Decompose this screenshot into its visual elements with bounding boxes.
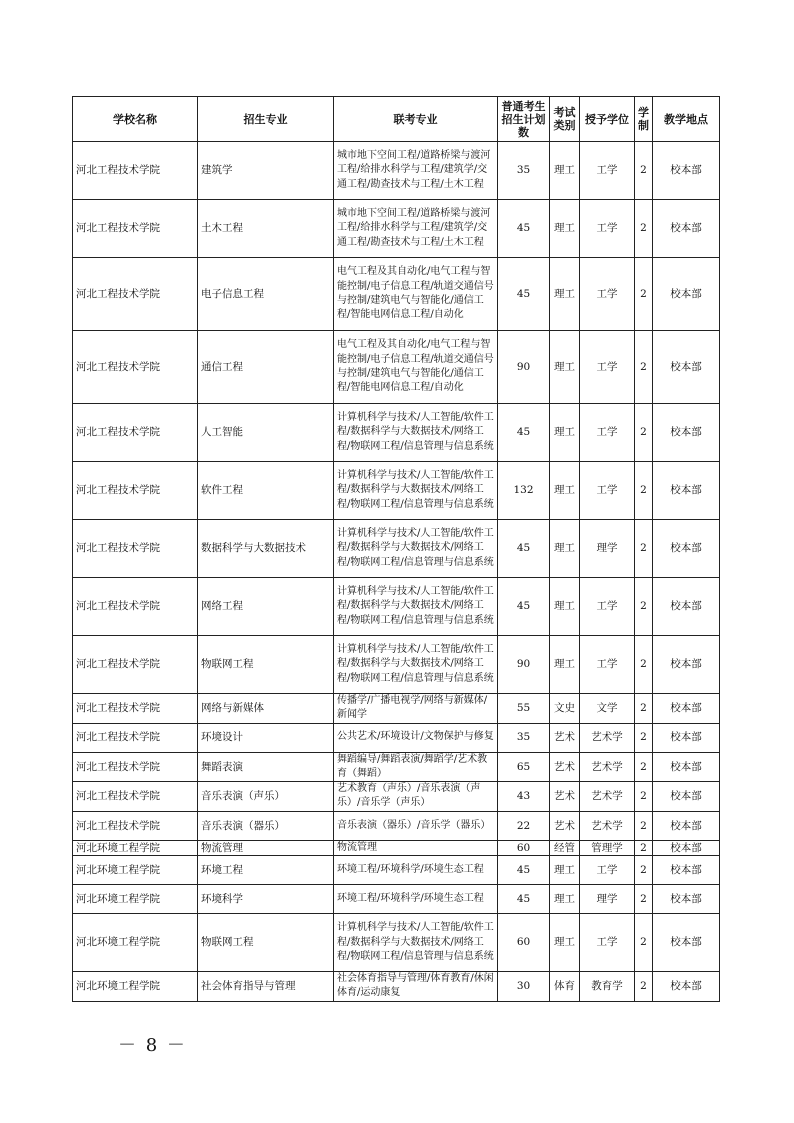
cell-related-majors: 计算机科学与技术/人工智能/软件工程/数据科学与大数据技术/网络工程/物联网工程/信息管理与信息系统 <box>334 914 498 972</box>
cell-degree: 工学 <box>580 258 635 331</box>
cell-degree: 工学 <box>580 914 635 972</box>
cell-degree: 艺术学 <box>580 811 635 840</box>
cell-enrollment-plan: 45 <box>498 856 550 885</box>
cell-degree: 工学 <box>580 200 635 258</box>
table-header-row <box>73 97 720 142</box>
cell-location: 校本部 <box>653 972 720 1002</box>
cell-location: 校本部 <box>653 404 720 462</box>
cell-years: 2 <box>635 404 653 462</box>
cell-major: 通信工程 <box>198 331 334 404</box>
cell-degree: 工学 <box>580 331 635 404</box>
cell-years: 2 <box>635 811 653 840</box>
header-years: 学制 <box>635 97 653 142</box>
cell-school: 河北工程技术学院 <box>73 723 198 752</box>
cell-exam-type: 理工 <box>550 636 580 694</box>
table-row <box>73 811 720 840</box>
cell-related-majors: 音乐表演（器乐）/音乐学（器乐） <box>334 811 498 840</box>
cell-location: 校本部 <box>653 752 720 782</box>
cell-location: 校本部 <box>653 142 720 200</box>
cell-years: 2 <box>635 914 653 972</box>
cell-related-majors: 环境工程/环境科学/环境生态工程 <box>334 885 498 914</box>
table-row <box>73 142 720 200</box>
cell-years: 2 <box>635 142 653 200</box>
cell-degree: 工学 <box>580 142 635 200</box>
table-row <box>73 840 720 855</box>
cell-enrollment-plan: 45 <box>498 200 550 258</box>
cell-exam-type: 艺术 <box>550 723 580 752</box>
cell-major: 物流管理 <box>198 840 334 855</box>
cell-related-majors: 艺术教育（声乐）/音乐表演（声乐）/音乐学（声乐） <box>334 782 498 812</box>
cell-degree: 艺术学 <box>580 752 635 782</box>
cell-years: 2 <box>635 258 653 331</box>
cell-school: 河北环境工程学院 <box>73 856 198 885</box>
cell-school: 河北工程技术学院 <box>73 258 198 331</box>
cell-exam-type: 理工 <box>550 331 580 404</box>
cell-degree: 教育学 <box>580 972 635 1002</box>
cell-location: 校本部 <box>653 520 720 578</box>
cell-school: 河北环境工程学院 <box>73 914 198 972</box>
cell-major: 软件工程 <box>198 462 334 520</box>
cell-years: 2 <box>635 694 653 724</box>
cell-enrollment-plan: 45 <box>498 578 550 636</box>
cell-enrollment-plan: 45 <box>498 404 550 462</box>
cell-location: 校本部 <box>653 258 720 331</box>
cell-school: 河北工程技术学院 <box>73 636 198 694</box>
cell-exam-type: 经管 <box>550 840 580 855</box>
cell-location: 校本部 <box>653 331 720 404</box>
cell-school: 河北环境工程学院 <box>73 885 198 914</box>
cell-related-majors: 城市地下空间工程/道路桥梁与渡河工程/给排水科学与工程/建筑学/交通工程/勘查技术与工程/土木工程 <box>334 200 498 258</box>
cell-enrollment-plan: 65 <box>498 752 550 782</box>
cell-enrollment-plan: 60 <box>498 914 550 972</box>
cell-enrollment-plan: 43 <box>498 782 550 812</box>
table-row <box>73 578 720 636</box>
cell-exam-type: 理工 <box>550 200 580 258</box>
cell-exam-type: 理工 <box>550 404 580 462</box>
header-school: 学校名称 <box>73 97 198 142</box>
cell-degree: 文学 <box>580 694 635 724</box>
table-row <box>73 723 720 752</box>
cell-years: 2 <box>635 856 653 885</box>
page-number: － 8 － <box>118 1035 187 1056</box>
table-row <box>73 856 720 885</box>
enrollment-table <box>72 96 720 1002</box>
cell-enrollment-plan: 90 <box>498 636 550 694</box>
cell-related-majors: 计算机科学与技术/人工智能/软件工程/数据科学与大数据技术/网络工程/物联网工程/信息管理与信息系统 <box>334 404 498 462</box>
cell-years: 2 <box>635 972 653 1002</box>
cell-exam-type: 艺术 <box>550 782 580 812</box>
cell-school: 河北环境工程学院 <box>73 972 198 1002</box>
table-row <box>73 520 720 578</box>
table-row <box>73 404 720 462</box>
cell-related-majors: 城市地下空间工程/道路桥梁与渡河工程/给排水科学与工程/建筑学/交通工程/勘查技术与工程/土木工程 <box>334 142 498 200</box>
cell-school: 河北工程技术学院 <box>73 462 198 520</box>
cell-degree: 理学 <box>580 885 635 914</box>
cell-enrollment-plan: 132 <box>498 462 550 520</box>
cell-years: 2 <box>635 462 653 520</box>
cell-related-majors: 电气工程及其自动化/电气工程与智能控制/电子信息工程/轨道交通信号与控制/建筑电气与智能化/通信工程/智能电网信息工程/自动化 <box>334 331 498 404</box>
cell-enrollment-plan: 90 <box>498 331 550 404</box>
header-exam-type: 考试类别 <box>550 97 580 142</box>
table-row <box>73 258 720 331</box>
cell-degree: 艺术学 <box>580 782 635 812</box>
cell-major: 舞蹈表演 <box>198 752 334 782</box>
cell-related-majors: 计算机科学与技术/人工智能/软件工程/数据科学与大数据技术/网络工程/物联网工程/信息管理与信息系统 <box>334 578 498 636</box>
cell-major: 数据科学与大数据技术 <box>198 520 334 578</box>
cell-exam-type: 理工 <box>550 914 580 972</box>
cell-years: 2 <box>635 840 653 855</box>
cell-related-majors: 物流管理 <box>334 840 498 855</box>
cell-school: 河北工程技术学院 <box>73 142 198 200</box>
table-row <box>73 914 720 972</box>
cell-degree: 管理学 <box>580 840 635 855</box>
cell-related-majors: 环境工程/环境科学/环境生态工程 <box>334 856 498 885</box>
table-row <box>73 694 720 724</box>
cell-related-majors: 社会体育指导与管理/体育教育/休闲体育/运动康复 <box>334 972 498 1002</box>
cell-exam-type: 文史 <box>550 694 580 724</box>
cell-years: 2 <box>635 885 653 914</box>
cell-major: 音乐表演（器乐） <box>198 811 334 840</box>
cell-location: 校本部 <box>653 578 720 636</box>
cell-enrollment-plan: 35 <box>498 142 550 200</box>
cell-related-majors: 计算机科学与技术/人工智能/软件工程/数据科学与大数据技术/网络工程/物联网工程/信息管理与信息系统 <box>334 462 498 520</box>
cell-school: 河北工程技术学院 <box>73 694 198 724</box>
cell-exam-type: 艺术 <box>550 811 580 840</box>
cell-location: 校本部 <box>653 694 720 724</box>
cell-related-majors: 公共艺术/环境设计/文物保护与修复 <box>334 723 498 752</box>
header-enrollment-plan: 普通考生招生计划数 <box>498 97 550 142</box>
cell-enrollment-plan: 45 <box>498 885 550 914</box>
cell-school: 河北工程技术学院 <box>73 578 198 636</box>
cell-related-majors: 舞蹈编导/舞蹈表演/舞蹈学/艺术教育（舞蹈） <box>334 752 498 782</box>
header-location: 教学地点 <box>653 97 720 142</box>
cell-degree: 艺术学 <box>580 723 635 752</box>
cell-years: 2 <box>635 782 653 812</box>
cell-degree: 工学 <box>580 462 635 520</box>
cell-location: 校本部 <box>653 723 720 752</box>
header-degree: 授予学位 <box>580 97 635 142</box>
cell-exam-type: 理工 <box>550 520 580 578</box>
cell-enrollment-plan: 60 <box>498 840 550 855</box>
cell-enrollment-plan: 45 <box>498 258 550 331</box>
cell-major: 电子信息工程 <box>198 258 334 331</box>
cell-degree: 理学 <box>580 520 635 578</box>
cell-major: 物联网工程 <box>198 636 334 694</box>
cell-degree: 工学 <box>580 636 635 694</box>
cell-exam-type: 理工 <box>550 856 580 885</box>
cell-location: 校本部 <box>653 636 720 694</box>
cell-major: 人工智能 <box>198 404 334 462</box>
cell-major: 物联网工程 <box>198 914 334 972</box>
cell-exam-type: 体育 <box>550 972 580 1002</box>
cell-major: 网络与新媒体 <box>198 694 334 724</box>
cell-exam-type: 理工 <box>550 462 580 520</box>
cell-major: 环境工程 <box>198 856 334 885</box>
cell-degree: 工学 <box>580 578 635 636</box>
cell-school: 河北工程技术学院 <box>73 782 198 812</box>
cell-related-majors: 传播学/广播电视学/网络与新媒体/新闻学 <box>334 694 498 724</box>
cell-years: 2 <box>635 578 653 636</box>
table-row <box>73 200 720 258</box>
table-body <box>73 142 720 1002</box>
cell-major: 环境科学 <box>198 885 334 914</box>
table-row <box>73 782 720 812</box>
cell-degree: 工学 <box>580 404 635 462</box>
cell-degree: 工学 <box>580 856 635 885</box>
cell-exam-type: 理工 <box>550 578 580 636</box>
cell-related-majors: 计算机科学与技术/人工智能/软件工程/数据科学与大数据技术/网络工程/物联网工程/信息管理与信息系统 <box>334 520 498 578</box>
table-row <box>73 331 720 404</box>
cell-years: 2 <box>635 723 653 752</box>
table-row <box>73 752 720 782</box>
cell-school: 河北工程技术学院 <box>73 811 198 840</box>
table-row <box>73 885 720 914</box>
cell-enrollment-plan: 22 <box>498 811 550 840</box>
table-row <box>73 462 720 520</box>
cell-school: 河北环境工程学院 <box>73 840 198 855</box>
cell-location: 校本部 <box>653 782 720 812</box>
cell-location: 校本部 <box>653 462 720 520</box>
header-related-majors: 联考专业 <box>334 97 498 142</box>
cell-exam-type: 理工 <box>550 142 580 200</box>
cell-enrollment-plan: 55 <box>498 694 550 724</box>
cell-major: 社会体育指导与管理 <box>198 972 334 1002</box>
cell-enrollment-plan: 35 <box>498 723 550 752</box>
cell-school: 河北工程技术学院 <box>73 404 198 462</box>
cell-school: 河北工程技术学院 <box>73 331 198 404</box>
cell-location: 校本部 <box>653 811 720 840</box>
cell-major: 土木工程 <box>198 200 334 258</box>
cell-years: 2 <box>635 200 653 258</box>
cell-major: 建筑学 <box>198 142 334 200</box>
cell-exam-type: 理工 <box>550 885 580 914</box>
cell-years: 2 <box>635 752 653 782</box>
cell-years: 2 <box>635 636 653 694</box>
cell-location: 校本部 <box>653 885 720 914</box>
cell-location: 校本部 <box>653 840 720 855</box>
cell-related-majors: 计算机科学与技术/人工智能/软件工程/数据科学与大数据技术/网络工程/物联网工程/信息管理与信息系统 <box>334 636 498 694</box>
cell-school: 河北工程技术学院 <box>73 200 198 258</box>
cell-enrollment-plan: 30 <box>498 972 550 1002</box>
cell-major: 音乐表演（声乐） <box>198 782 334 812</box>
cell-school: 河北工程技术学院 <box>73 520 198 578</box>
cell-related-majors: 电气工程及其自动化/电气工程与智能控制/电子信息工程/轨道交通信号与控制/建筑电气与智能化/通信工程/智能电网信息工程/自动化 <box>334 258 498 331</box>
header-major: 招生专业 <box>198 97 334 142</box>
cell-major: 网络工程 <box>198 578 334 636</box>
table-row <box>73 636 720 694</box>
cell-enrollment-plan: 45 <box>498 520 550 578</box>
cell-location: 校本部 <box>653 856 720 885</box>
cell-location: 校本部 <box>653 914 720 972</box>
cell-school: 河北工程技术学院 <box>73 752 198 782</box>
cell-exam-type: 艺术 <box>550 752 580 782</box>
cell-years: 2 <box>635 331 653 404</box>
cell-location: 校本部 <box>653 200 720 258</box>
cell-major: 环境设计 <box>198 723 334 752</box>
cell-exam-type: 理工 <box>550 258 580 331</box>
table-row <box>73 972 720 1002</box>
cell-years: 2 <box>635 520 653 578</box>
